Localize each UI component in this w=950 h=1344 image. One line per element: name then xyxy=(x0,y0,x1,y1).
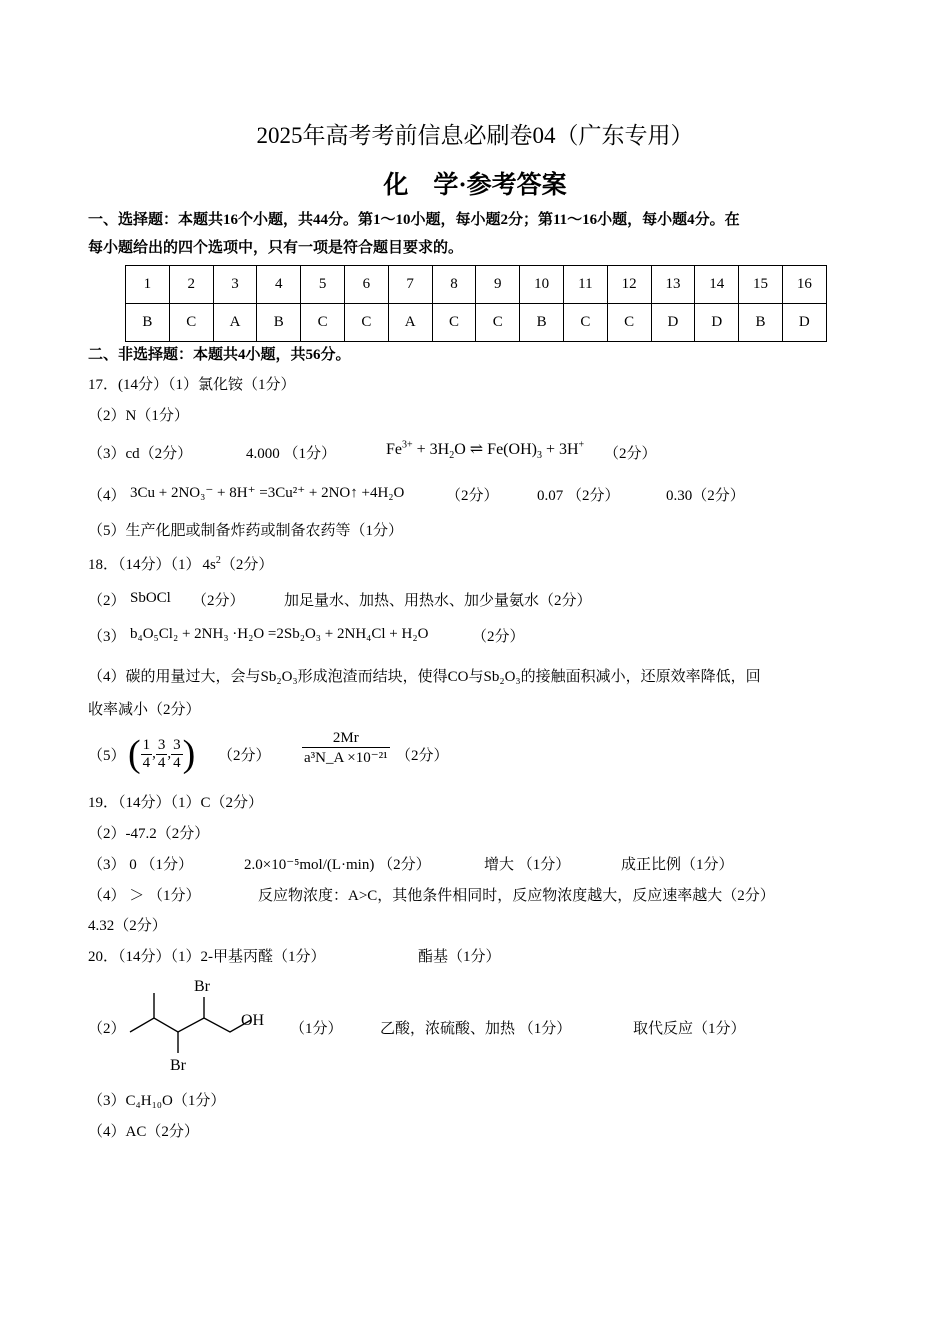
question-number-cell: 5 xyxy=(301,266,345,304)
question-number-cell: 16 xyxy=(782,266,826,304)
oh-label: OH xyxy=(241,1012,265,1029)
answer-table xyxy=(125,265,827,342)
answer-cell: D xyxy=(695,304,739,342)
question-number-cell: 1 xyxy=(126,266,170,304)
answer-cell: C xyxy=(301,304,345,342)
q19-line3-part2: 2.0×10⁻⁵mol/(L·min) （2分） xyxy=(244,857,431,873)
q18-line3-score: （2分） xyxy=(472,629,525,645)
q17-line5: （5）生产化肥或制备炸药或制备农药等（1分） xyxy=(88,523,404,539)
q20-line2-score: （1分） xyxy=(290,1021,343,1037)
q18-line1: 18．（14分）（1） $4s^2(2$分） xyxy=(88,555,274,573)
document-subtitle: 化 学·参考答案 xyxy=(383,172,567,199)
question-number-cell: 14 xyxy=(695,266,739,304)
answer-cell: C xyxy=(169,304,213,342)
answer-cell: A xyxy=(213,304,257,342)
br-bottom-label: Br xyxy=(170,1057,186,1074)
q18-line2-method: 加足量水、加热、用热水、加少量氨水（2分） xyxy=(284,593,592,609)
q17-hydrolysis-equation: $Fe^{3+} + 3H_2O$ ⇌ $Fe(OH)_3 + 3H^+$ xyxy=(386,439,585,462)
answer-cell: C xyxy=(476,304,520,342)
q18-line2-score: （2分） xyxy=(192,593,245,609)
br-top-label: Br xyxy=(194,978,210,995)
q20-line4: （4）AC（2分） xyxy=(88,1124,199,1140)
section2-heading: 二、非选择题：本题共4小题，共56分。 xyxy=(88,347,351,363)
q20-line2-reaction-type: 取代反应（1分） xyxy=(633,1021,746,1037)
q19-line1: 19．（14分）（1）C（2分） xyxy=(88,795,264,811)
answer-cell: B xyxy=(739,304,783,342)
section1-instructions-line2: 每小题给出的四个选项中，只有一项是符合题目要求的。 xyxy=(88,240,464,256)
question-number-cell: 15 xyxy=(739,266,783,304)
skeletal-structure-diagram xyxy=(126,975,286,1075)
q17-line3-part2: 4.000 （1分） xyxy=(246,446,337,462)
q20-line3: （3）C₄H₁₀O（1分） xyxy=(88,1093,226,1109)
q19-line3-part3: 增大 （1分） xyxy=(484,857,571,873)
q18-line4: （4）碳的用量过大，会与Sb₂O₃形成泡渣而结块，使得CO与Sb₂O₃的接触面积减小，还原效率降低，回 xyxy=(88,669,761,685)
q18-line2-label: （2） xyxy=(88,593,126,609)
q18-line2-formula: SbOCl xyxy=(130,590,171,606)
q18-density-fraction: $\frac{2Mr}{\text{a³N\_A ×10⁻²¹}}$ xyxy=(304,730,388,766)
q17-copper-nitrate-equation: 3Cu + 2NO₃⁻ + 8H⁺ =3Cu²⁺ + 2NO↑ +4H₂O xyxy=(130,485,405,501)
q17-line1: 17．(14分）（1）氯化铵（1分） xyxy=(88,377,296,393)
answer-cell: A xyxy=(388,304,432,342)
q18-line3-equation: b₄O₅Cl₂ + 2NH₃ ·H₂O =2Sb₂O₃ + 2NH₄Cl + H₂O xyxy=(130,626,429,642)
question-number-cell: 4 xyxy=(257,266,301,304)
q18-coordinate: ( $\frac{1}{4}$ , $\frac{3}{4}$ , $\frac{3}{4}$ ) xyxy=(128,733,196,775)
question-number-cell: 13 xyxy=(651,266,695,304)
q18-line5-label: （5） xyxy=(88,748,126,764)
q17-line3-score: （2分） xyxy=(604,446,657,462)
answer-cell: D xyxy=(782,304,826,342)
answer-cell: C xyxy=(344,304,388,342)
q19-line3-part1: （3） 0 （1分） xyxy=(88,857,194,873)
q18-line3-label: （3） xyxy=(88,629,126,645)
q19-line4-part1: （4） ＞ （1分） xyxy=(88,888,201,904)
q18-line5-score1: （2分） xyxy=(218,748,271,764)
answer-cell: C xyxy=(607,304,651,342)
answer-table-numbers-row xyxy=(126,266,827,304)
q17-line4-label: （4） xyxy=(88,488,126,504)
question-number-cell: 9 xyxy=(476,266,520,304)
answer-cell: C xyxy=(432,304,476,342)
q17-line2: （2）N（1分） xyxy=(88,408,189,424)
q18-line5-score2: （2分） xyxy=(396,748,449,764)
q20-line2-reagent: 乙酸，浓硫酸、加热 （1分） xyxy=(380,1021,572,1037)
question-number-cell: 8 xyxy=(432,266,476,304)
section1-instructions-line1: 一、选择题：本题共16个小题，共44分。第1～10小题，每小题2分；第11～16小题，每小题4分。在 xyxy=(88,212,740,228)
answer-cell: B xyxy=(257,304,301,342)
question-number-cell: 6 xyxy=(344,266,388,304)
q17-line4-value1: 0.07 （2分） xyxy=(537,488,620,504)
q20-line1-part2: 酯基（1分） xyxy=(418,949,501,965)
answer-cell: B xyxy=(126,304,170,342)
question-number-cell: 11 xyxy=(563,266,607,304)
question-number-cell: 3 xyxy=(213,266,257,304)
answer-cell: C xyxy=(563,304,607,342)
q20-line1-part1: 20．（14分）（1）2-甲基丙醛（1分） xyxy=(88,949,326,965)
question-number-cell: 10 xyxy=(520,266,564,304)
q19-line3-part4: 成正比例（1分） xyxy=(621,857,734,873)
q17-line4-value2: 0.30（2分） xyxy=(666,488,745,504)
document-title: 2025年高考考前信息必刷卷04（广东专用） xyxy=(256,123,694,148)
q17-line3-part1: （3）cd（2分） xyxy=(88,446,193,462)
q18-line4-continued: 收率减小（2分） xyxy=(88,702,201,718)
question-number-cell: 2 xyxy=(169,266,213,304)
carbon-skeleton xyxy=(130,1018,251,1032)
answer-table-answers-row xyxy=(126,304,827,342)
answer-cell: B xyxy=(520,304,564,342)
q17-line4-score: （2分） xyxy=(446,488,499,504)
question-number-cell: 7 xyxy=(388,266,432,304)
answer-cell: D xyxy=(651,304,695,342)
question-number-cell: 12 xyxy=(607,266,651,304)
q20-line2-label: （2） xyxy=(88,1021,126,1037)
q19-line2: （2）-47.2（2分） xyxy=(88,826,210,842)
q19-line5: 4.32（2分） xyxy=(88,918,167,934)
q19-line4-part2: 反应物浓度：A>C，其他条件相同时，反应物浓度越大，反应速率越大（2分） xyxy=(258,888,775,904)
